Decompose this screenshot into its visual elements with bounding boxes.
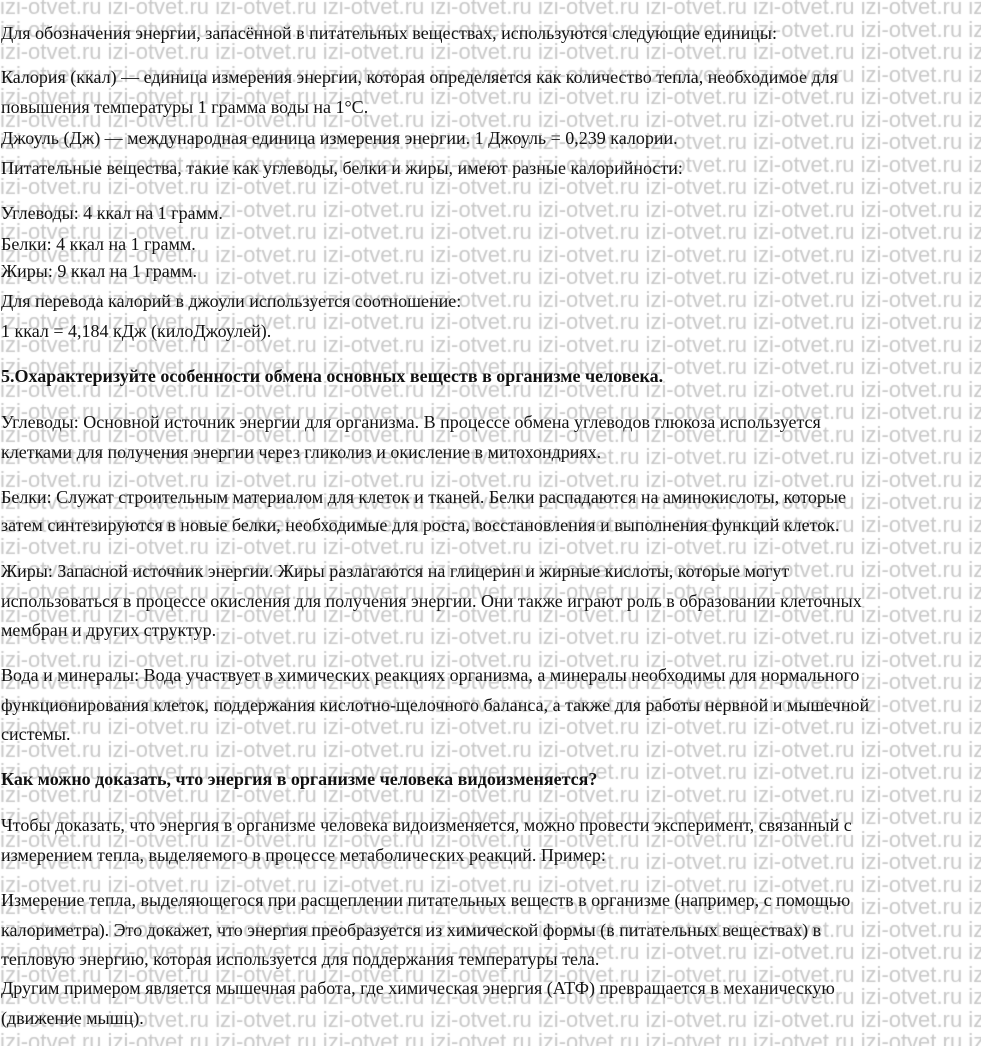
text-line: Питательные вещества, такие как углеводы, белки и жиры, имеют разные калорийности:: [1, 158, 683, 178]
text-line: клетками для получения энергии через гликолиз и окисление в митохондриях.: [1, 442, 602, 462]
text-line: Жиры: Запасной источник энергии. Жиры разлагаются на глицерин и жирные кислоты, которые могут: [1, 561, 790, 581]
text-line: Белки: Служат строительным материалом для клеток и тканей. Белки распадаются на аминокислоты, которые: [1, 487, 846, 507]
text-line: Углеводы: 4 ккал на 1 грамм.: [1, 203, 223, 223]
heading-line: Как можно доказать, что энергия в организме человека видоизменяется?: [1, 769, 598, 789]
text-line: Для перевода калорий в джоули используется соотношение:: [1, 291, 462, 311]
text-line: мембран и других структур.: [1, 620, 217, 640]
text-line: Белки: 4 ккал на 1 грамм.: [1, 234, 196, 254]
text-line: 1 ккал = 4,184 кДж (килоДжоулей).: [1, 321, 272, 341]
text-line: Углеводы: Основной источник энергии для организма. В процессе обмена углеводов глюкоза используется: [1, 412, 821, 432]
text-line: тепловую энергию, которая используется для поддержания температуры тела.: [1, 949, 600, 969]
text-line: измерением тепла, выделяемого в процессе метаболических реакций. Пример:: [1, 845, 606, 865]
text-line: Для обозначения энергии, запасённой в питательных веществах, используются следующие единицы:: [1, 23, 777, 43]
text-line: функционирования клеток, поддержания кислотно-щелочного баланса, а также для работы нервной и мышечной: [1, 695, 870, 715]
text-line: калориметра). Это докажет, что энергия преобразуется из химической формы (в питательных веществах) в: [1, 920, 822, 940]
text-line: повышения температуры 1 грамма воды на 1°C.: [1, 97, 369, 117]
text-line: использоваться в процессе окисления для получения энергии. Они также играют роль в образовании клеточных: [1, 591, 862, 611]
text-line: затем синтезируются в новые белки, необходимые для роста, восстановления и выполнения функций клеток.: [1, 515, 840, 535]
text-line: (движение мышц).: [1, 1008, 144, 1028]
text-line: Измерение тепла, выделяющегося при расщеплении питательных веществ в организме (например, с помощью: [1, 890, 851, 910]
text-line: Жиры: 9 ккал на 1 грамм.: [1, 261, 197, 281]
text-line: Калория (ккал) — единица измерения энергии, которая определяется как количество тепла, необходимое для: [1, 67, 838, 87]
text-line: Другим примером является мышечная работа, где химическая энергия (АТФ) превращается в механическую: [1, 978, 835, 998]
text-line: Чтобы доказать, что энергия в организме человека видоизменяется, можно провести эксперимент, связанный с: [1, 815, 852, 835]
text-line: Джоуль (Дж) — международная единица измерения энергии. 1 Джоуль = 0,239 калории.: [1, 128, 678, 148]
heading-line: 5.Охарактеризуйте особенности обмена основных веществ в организме человека.: [1, 366, 664, 386]
text-line: Вода и минералы: Вода участвует в химических реакциях организма, а минералы необходимы для нормального: [1, 665, 860, 685]
text-line: системы.: [1, 724, 71, 744]
